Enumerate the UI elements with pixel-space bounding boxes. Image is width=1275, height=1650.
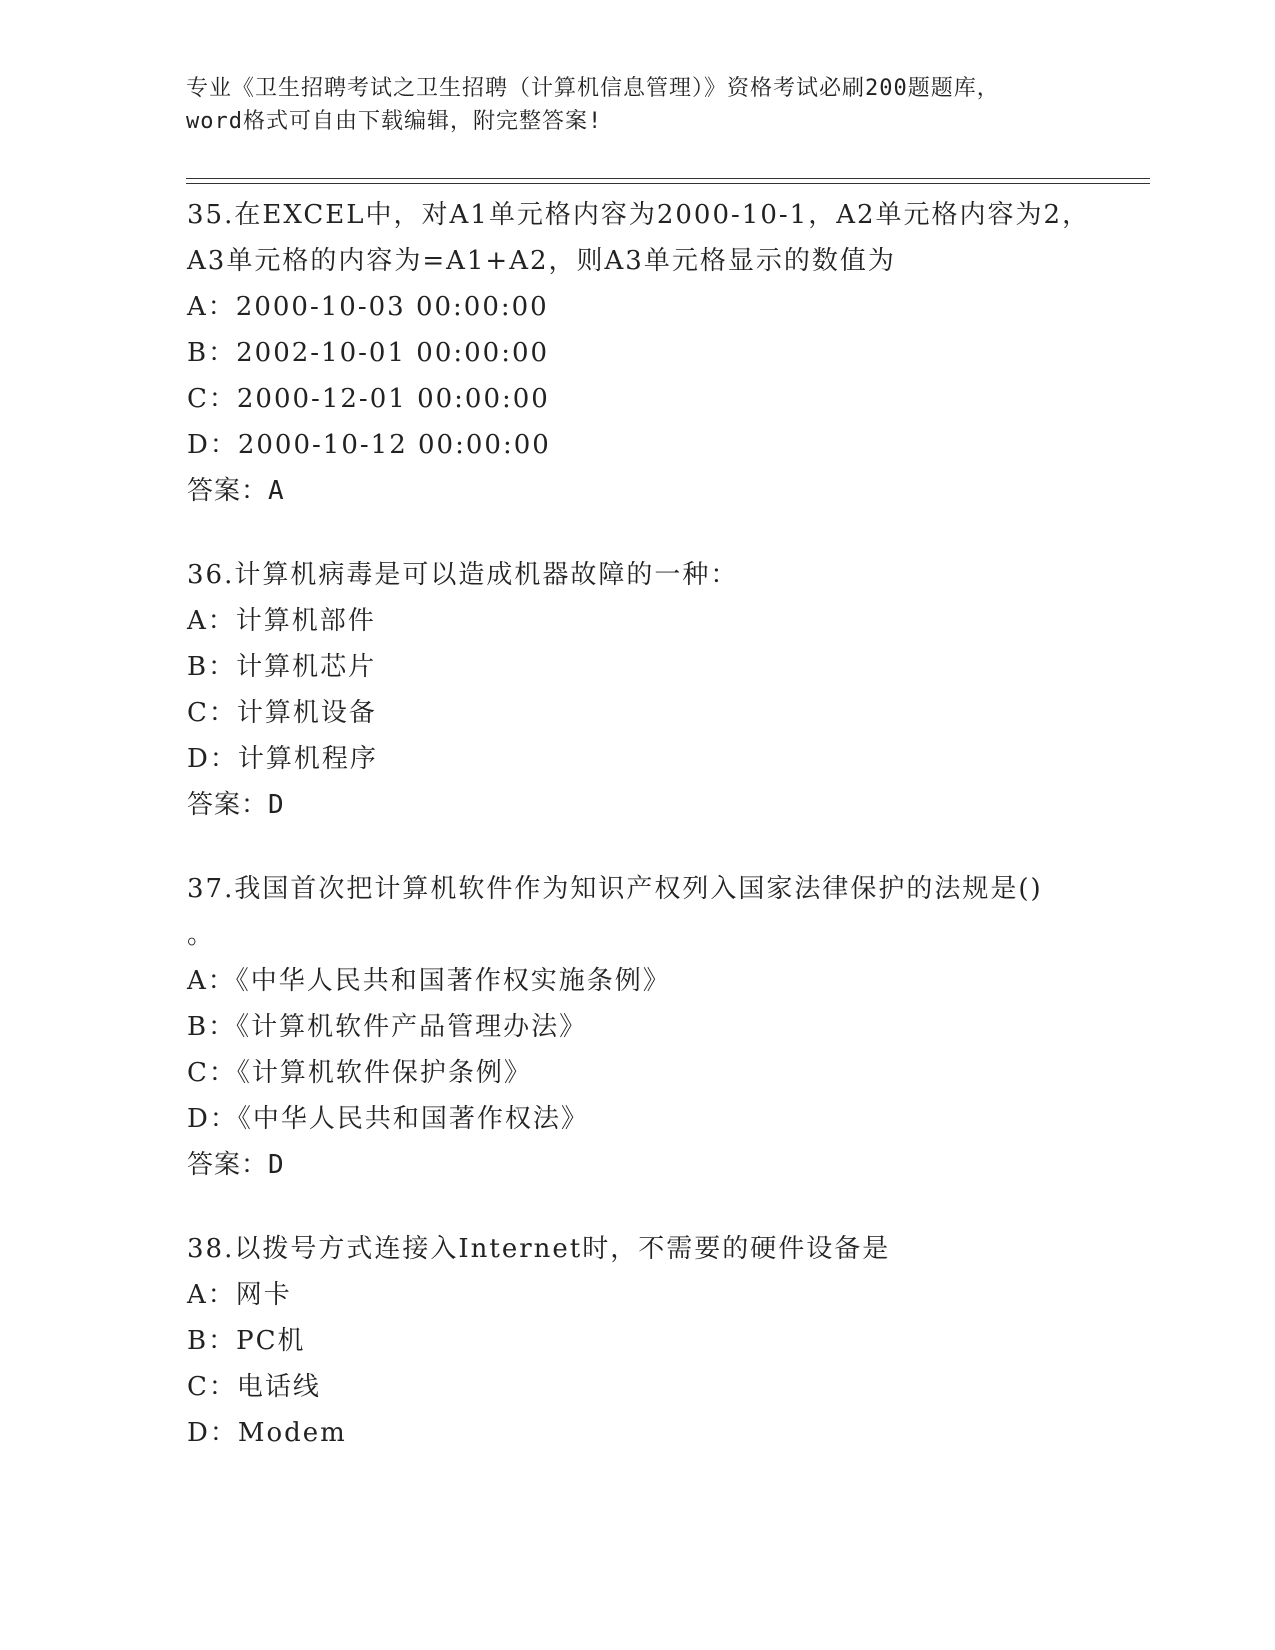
question-38 bbox=[187, 1226, 1087, 1456]
question-stem-continued: 。 bbox=[187, 920, 216, 950]
option-c: C：计算机设备 bbox=[187, 698, 377, 728]
question-35 bbox=[187, 192, 1091, 514]
option-d: D：Modem bbox=[187, 1418, 347, 1448]
question-37 bbox=[187, 866, 1087, 1188]
question-stem: 37.我国首次把计算机软件作为知识产权列入国家法律保护的法规是() bbox=[187, 874, 1043, 904]
option-b: B：PC机 bbox=[187, 1326, 306, 1356]
question-36 bbox=[187, 552, 1087, 828]
answer-line: 答案：D bbox=[187, 1150, 285, 1180]
question-list bbox=[187, 192, 1091, 1456]
option-a: A：2000-10-03 00:00:00 bbox=[187, 292, 549, 322]
answer-line: 答案：D bbox=[187, 790, 285, 820]
option-d: D：2000-10-12 00:00:00 bbox=[187, 430, 551, 460]
question-stem-continued: A3单元格的内容为=A1+A2，则A3单元格显示的数值为 bbox=[187, 246, 896, 276]
option-a: A：《中华人民共和国著作权实施条例》 bbox=[187, 966, 671, 996]
option-b: B：计算机芯片 bbox=[187, 652, 377, 682]
option-c: C：2000-12-01 00:00:00 bbox=[187, 384, 550, 414]
option-b: B：2002-10-01 00:00:00 bbox=[187, 338, 550, 368]
question-stem: 38.以拨号方式连接入Internet时，不需要的硬件设备是 bbox=[187, 1234, 891, 1264]
question-stem: 35.在EXCEL中，对A1单元格内容为2000-10-1，A2单元格内容为2， bbox=[187, 200, 1091, 230]
header-line-2: word格式可自由下载编辑，附完整答案! bbox=[186, 109, 603, 134]
option-a: A：网卡 bbox=[187, 1280, 292, 1310]
option-c: C：《计算机软件保护条例》 bbox=[187, 1058, 532, 1088]
answer-line: 答案：A bbox=[187, 476, 285, 506]
option-a: A：计算机部件 bbox=[187, 606, 376, 636]
option-d: D：计算机程序 bbox=[187, 744, 378, 774]
question-stem: 36.计算机病毒是可以造成机器故障的一种： bbox=[187, 560, 739, 590]
option-b: B：《计算机软件产品管理办法》 bbox=[187, 1012, 588, 1042]
header-divider-top bbox=[186, 178, 1150, 179]
header-divider-bottom bbox=[186, 183, 1150, 184]
header-line-1: 专业《卫生招聘考试之卫生招聘（计算机信息管理）》资格考试必刷200题题库， bbox=[186, 76, 1000, 101]
option-d: D：《中华人民共和国著作权法》 bbox=[187, 1104, 589, 1134]
document-header bbox=[186, 72, 1086, 138]
option-c: C：电话线 bbox=[187, 1372, 321, 1402]
